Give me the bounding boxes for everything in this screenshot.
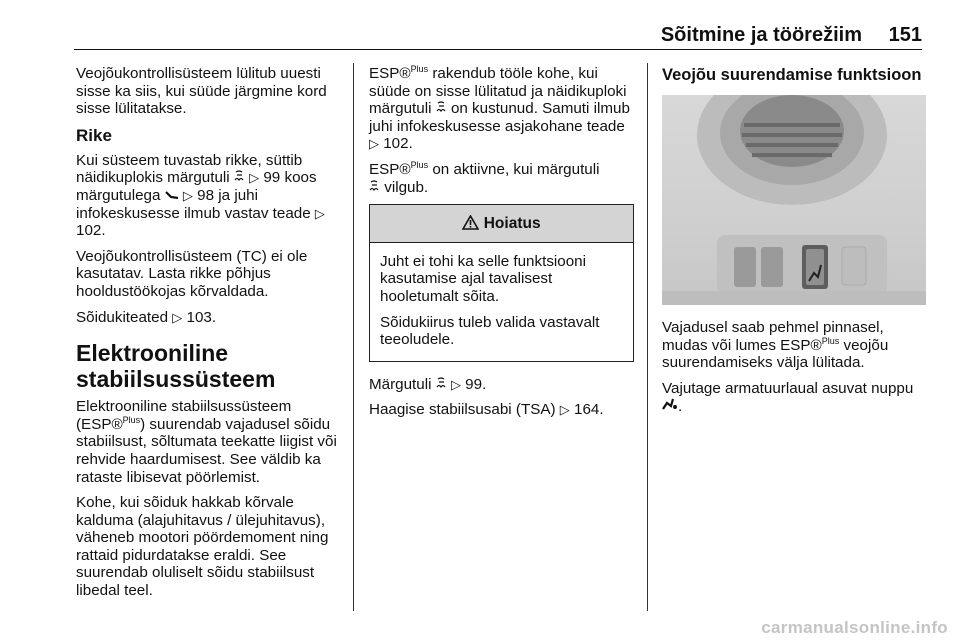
section-title: Sõitmine ja töörežiim xyxy=(660,24,862,46)
esp-activation-ref[interactable]: 102. xyxy=(383,135,413,153)
esp-activation-text xyxy=(369,65,634,153)
column-divider-left xyxy=(353,63,354,611)
warning-text-2: Sõidukiirus tuleb valida vastavalt teeoludele. xyxy=(380,313,600,349)
traction-control-icon xyxy=(165,187,179,205)
arrow-ref-icon: ▷ xyxy=(182,187,193,203)
esp-function-text: Kohe, kui sõiduk hakkab kõrvale kalduma (alajuhitavus / ülejuhitavus), väheneb mootori pöördemoment ning rattaid pidurdatakse eraldi. See suurendab oluliselt sõidu stabiilsust libedal teel. xyxy=(76,494,329,600)
warning-box xyxy=(369,204,634,362)
traction-boost-text xyxy=(662,319,928,372)
traction-boost-b: veojõu suurendamiseks välja lülitada. xyxy=(662,336,889,372)
esp-warning-icon xyxy=(436,376,447,394)
warning-title: Hoiatus xyxy=(483,215,541,233)
tsa-label: Haagise stabiilsusabi (TSA) xyxy=(369,401,556,419)
arrow-ref-icon: ▷ xyxy=(369,136,379,152)
arrow-ref-icon: ▷ xyxy=(450,376,461,392)
plus-superscript: Plus xyxy=(410,64,429,74)
esp-intro-text xyxy=(76,398,346,486)
dashboard-button-photo xyxy=(662,95,926,305)
page-number: 151 xyxy=(888,24,922,46)
warning-header xyxy=(370,205,633,243)
fault-heading: Rike xyxy=(76,125,112,145)
column-1 xyxy=(76,65,346,608)
tc-reactivation-text: Veojõukontrollisüsteem lülitub uuesti sisse ka siis, kui süüde järgmine kord sisse lülitatakse. xyxy=(76,65,327,118)
esp-warning-icon xyxy=(369,179,380,197)
arrow-ref-icon: ▷ xyxy=(314,205,325,221)
indicator-ref[interactable]: 99. xyxy=(465,375,487,393)
tsa-ref[interactable]: 164. xyxy=(574,401,604,419)
esp-intro-b: ) suurendab vajadusel sõidu stabiilsust, sõltumata teekatte liigist või rehvide haardumisest. See väldib ka rataste libisevat pöörlemist. xyxy=(76,415,337,486)
arrow-ref-icon: ▷ xyxy=(559,402,570,418)
traction-button-icon xyxy=(662,397,678,416)
fault-text xyxy=(76,152,346,240)
esp-activation-b: rakendub tööle kohe, kui süüde on sisse lülitatud ja näidikuploki märgutuli xyxy=(369,65,627,118)
warning-triangle-icon xyxy=(462,215,483,232)
esp-warning-icon xyxy=(436,100,447,118)
vehicle-messages-label: Sõidukiteated xyxy=(76,308,169,326)
plus-superscript: Plus xyxy=(410,159,429,170)
esp-warning-icon xyxy=(234,169,245,187)
vehicle-messages-ref[interactable]: 103. xyxy=(186,308,217,326)
esp-active-text xyxy=(369,161,634,196)
fault-text-b: koos märgutulega xyxy=(76,169,317,204)
plus-superscript: Plus xyxy=(821,335,840,346)
tsa-ref-text xyxy=(369,401,634,419)
vehicle-messages-text xyxy=(76,309,346,327)
esp-heading: Elektrooniline stabiilsussüsteem xyxy=(76,340,276,393)
header-rule xyxy=(74,49,922,50)
arrow-ref-icon: ▷ xyxy=(249,170,260,186)
press-button-label: Vajutage armatuurlaual asuvat nuppu xyxy=(662,379,914,397)
column-divider-right xyxy=(647,63,648,611)
arrow-ref-icon: ▷ xyxy=(172,309,183,325)
column-2 xyxy=(369,65,634,427)
warning-text-1: Juht ei tohi ka selle funktsiooni kasutamise ajal tavalisest hooletumalt sõita. xyxy=(380,252,586,305)
press-button-text: Vajutage armatuurlaual asuvat nuppu . xyxy=(662,379,914,416)
esp-activation-c: on kustunud. Samuti ilmub juhi infokeskusesse asjakohane teade xyxy=(369,100,630,135)
plus-superscript: Plus xyxy=(122,414,141,425)
column-3 xyxy=(662,65,928,424)
indicator-label: Märgutuli xyxy=(369,375,432,393)
traction-boost-a: Vajadusel saab pehmel pinnasel, mudas või lumes ESP® xyxy=(662,319,884,354)
esp-active-c: vilgub. xyxy=(384,178,429,196)
esp-activation-a: ESP® xyxy=(369,65,411,82)
fault-text-c: ja juhi infokeskusesse ilmub vastav teade xyxy=(76,186,311,222)
indicator-ref-text xyxy=(369,376,634,394)
fault-text-a: Kui süsteem tuvastab rikke, süttib näidikuplokis märgutuli xyxy=(76,151,303,187)
tc-unavailable-text: Veojõukontrollisüsteem (TC) ei ole kasutatav. Lasta rikke põhjus hooldustöökojas kõrvaldada. xyxy=(76,247,308,300)
fault-ref-2[interactable]: 98 xyxy=(197,186,215,204)
watermark: carmanualsonline.info xyxy=(761,618,948,637)
fault-ref-3[interactable]: 102. xyxy=(76,222,106,240)
esp-active-a: ESP® xyxy=(369,160,411,178)
esp-intro-a: Elektrooniline stabiilsussüsteem (ESP® xyxy=(76,398,292,433)
warning-body xyxy=(370,243,633,361)
traction-boost-heading: Veojõu suurendamise funktsioon xyxy=(662,66,922,84)
fault-ref-1[interactable]: 99 xyxy=(263,169,281,187)
esp-active-b: on aktiivne, kui märgutuli xyxy=(432,160,600,178)
